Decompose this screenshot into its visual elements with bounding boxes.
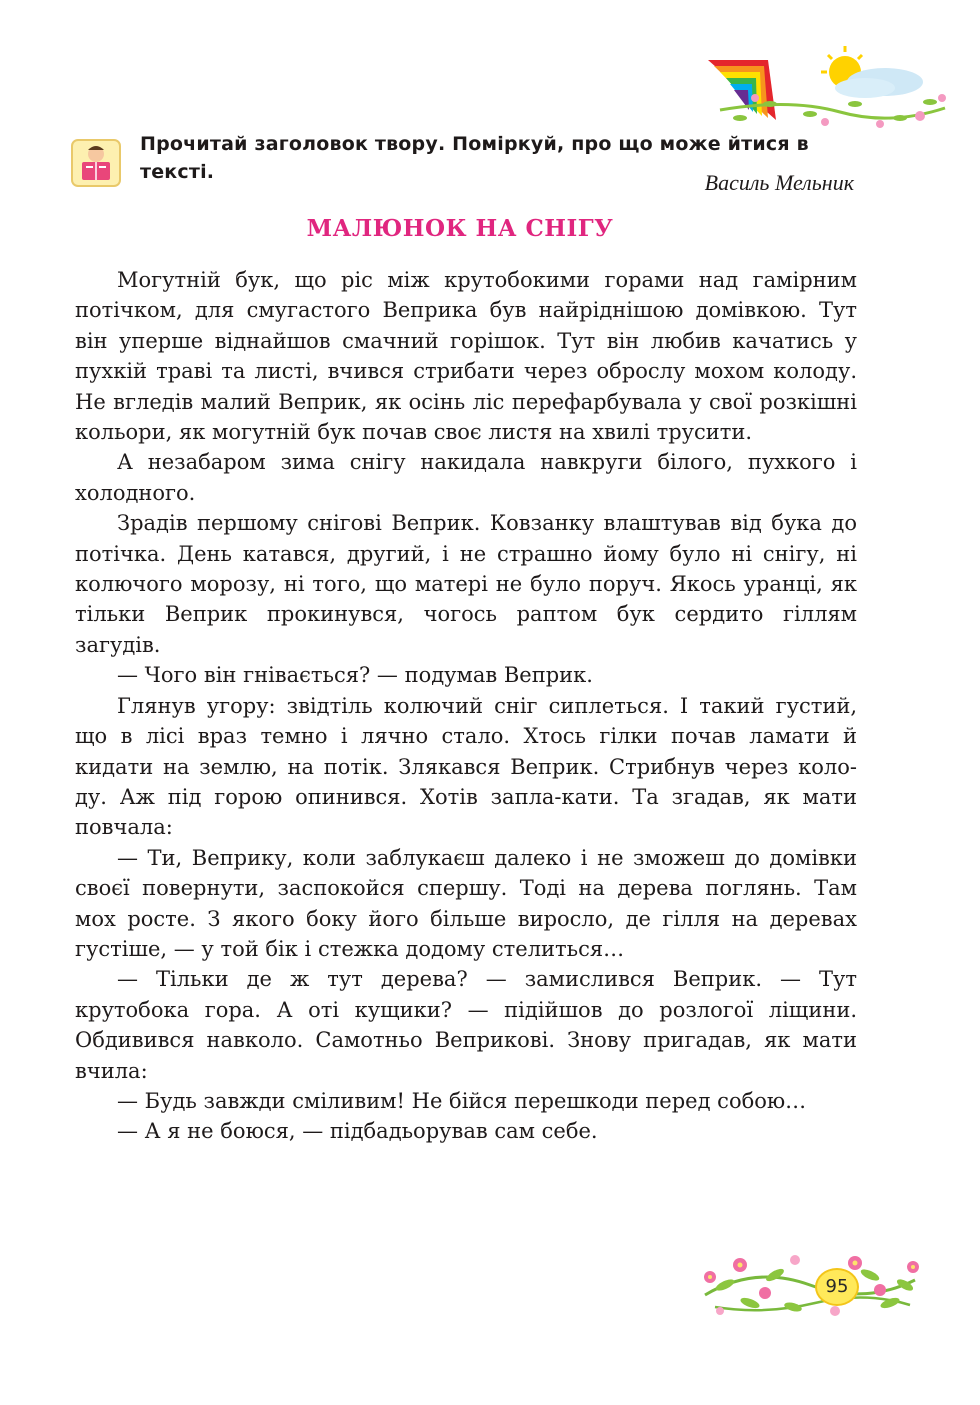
story-paragraph: Могутній бук, що ріс між крутобокими горами над гамірним потічком, для смугастого Веприка був найріднішою домівкою. Тут він уперше віднайшов смачний горішок. Тут він любив качатись у пухкій траві та листі, вчився стрибати через оброслу мохом колоду. Не вгледів малий Веприк, як осінь ліс перефарбувала у свої розкішні кольори, як могутній бук почав своє листя на хвилі трусити.: [75, 268, 857, 445]
story-text: [75, 265, 857, 1147]
page-number: 95: [815, 1268, 859, 1306]
author-name: Василь Мельник: [704, 170, 854, 195]
flower-wreath-icon: [695, 1245, 925, 1320]
story-title: МАЛЮНОК НА СНІГУ: [306, 215, 614, 242]
rainbow-sun-decoration-icon: [680, 40, 960, 140]
story-paragraph: — Ти, Веприку, коли заблукаєш далеко і не зможеш до домівки своєї повернути, заспокойся спершу. Тоді на дерева поглянь. Там мох росте. З якого боку його більше виросло, де гілля на деревах густіше, — у той бік і стежка додому стелиться…: [75, 845, 857, 961]
story-paragraph: — Чого він гнівається? — подумав Веприк.: [117, 663, 593, 688]
story-paragraph: Зрадів першому снігові Веприк. Ковзанку влаштував від бука до потічка. День катався, другий, і не страшно йому було ні снігу, ні колючого морозу, ні того, що матері не було поруч. Якось уранці, як тільки Веприк прокинувся, чогось раптом бук сердито гіллям загудів.: [75, 511, 857, 657]
story-paragraph: — Тільки де ж тут дерева? — замислився Веприк. — Тут крутобока гора. А оті кущики? — підійшов до розлогої ліщини. Обдивився навколо. Самотньо Веприкові. Знову пригадав, як мати вчила:: [75, 967, 857, 1083]
story-paragraph: — А я не боюся, — підбадьорував сам себе.: [117, 1119, 598, 1144]
reading-task-instruction: Прочитай заголовок твору. Поміркуй, про що може йтися в тексті.: [140, 133, 809, 183]
story-paragraph: Глянув угору: звідтіль колючий сніг сиплеться. І такий густий, що в лісі враз темно і лячно стало. Хтось гілки почав ламати й кидати на землю, на потік. Злякався Веприк. Стрибнув через коло-ду. Аж під горою опинився. Хотів запла-кати. Та згадав, як мати повчала:: [75, 693, 857, 840]
story-paragraph: А незабаром зима снігу накидала навкруги білого, пухкого і холодного.: [75, 450, 857, 505]
child-reading-book-icon: [70, 136, 124, 190]
story-paragraph: — Будь завжди сміливим! Не бійся перешкоди перед собою…: [117, 1088, 807, 1113]
